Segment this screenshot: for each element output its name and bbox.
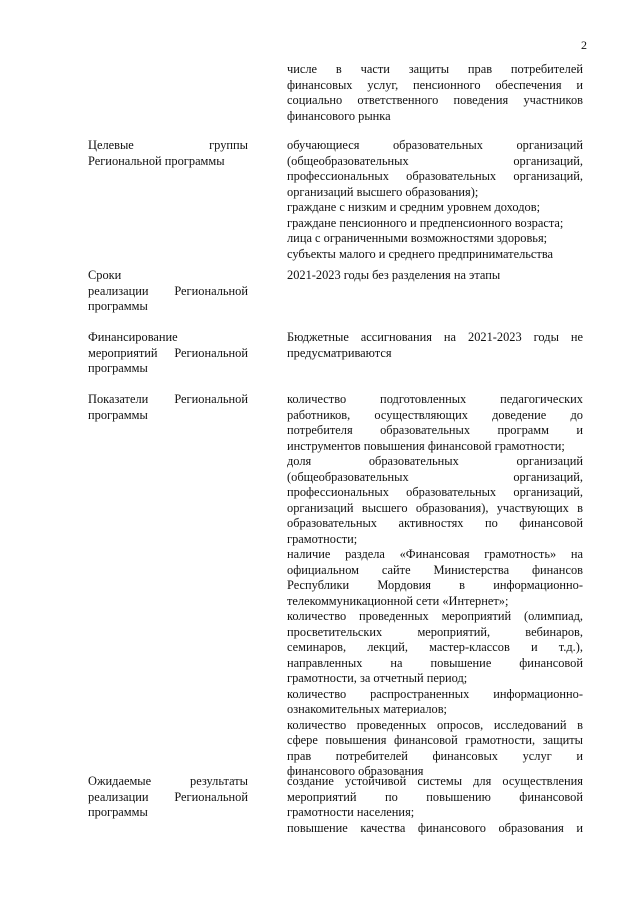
content-line: сфере повышения финансовой грамотности, защиты [287,733,583,747]
content-line: обучающиеся образовательных организаций [287,138,583,152]
label-line: мероприятий Региональной [88,345,248,360]
content-line: субъекты малого и среднего предпринимательства [287,246,554,261]
label-line: реализации Региональной [88,283,248,298]
content-line: количество подготовленных педагогических [287,392,583,406]
content-line: направленных на повышение финансовой [287,655,583,670]
content-line: граждане с низким и средним уровнем доходов; [287,200,541,214]
section-content [287,268,583,284]
content-line: повышение качества финансового образования и [287,820,583,835]
page-number: 2 [581,38,587,52]
section-content [287,330,583,361]
content-line: финансового рынка [287,108,391,123]
content-line: грамотности; [287,531,358,546]
section-content [287,774,583,836]
label-line: программы [88,361,148,375]
content-line: лица с ограниченными возможностями здоровья; [287,231,548,245]
section-label [88,330,248,377]
label-line: Финансирование [88,330,178,344]
content-line: (общеобразовательных организаций, [287,469,583,484]
section-content [287,62,583,124]
content-line: грамотности населения; [287,805,415,819]
label-line: Показатели Региональной [88,392,248,406]
content-line: предусматриваются [287,345,392,360]
content-line: просветительских мероприятий, вебинаров, [287,624,583,639]
section-label [88,268,248,315]
section-label [88,774,248,821]
content-line: финансового образования [287,764,424,778]
content-line: граждане пенсионного и предпенсионного возраста; [287,215,564,230]
content-line: семинаров, лекций, мастер-классов и т.д.), [287,640,583,654]
content-line: количество проведенных мероприятий (олимпиад, [287,609,583,623]
content-line: доля образовательных организаций [287,454,583,468]
content-line: ознакомительных материалов; [287,702,447,716]
content-line: количество распространенных информационно- [287,686,583,701]
content-line: официальном сайте Министерства финансов [287,562,583,577]
content-line: работников, осуществляющих доведение до [287,407,583,422]
content-line: социально ответственного поведения участников [287,93,583,107]
content-line: Республики Мордовия в информационно- [287,578,583,592]
content-line: 2021-2023 годы без разделения на этапы [287,268,501,282]
label-line: Региональной программы [88,153,225,168]
section-content [287,392,583,780]
label-line: Сроки [88,268,122,282]
section-content [287,138,583,262]
label-line: Целевые группы [88,138,248,152]
label-line: Ожидаемые результаты [88,774,248,788]
content-line: потребителя образовательных программ и [287,423,583,437]
label-line: программы [88,407,148,422]
content-line: создание устойчивой системы для осуществления [287,774,583,788]
content-line: наличие раздела «Финансовая грамотность» на [287,547,583,561]
section-label [88,138,248,169]
content-line: количество проведенных опросов, исследований в [287,717,583,732]
content-line: профессиональных образовательных организаций, [287,169,583,183]
content-line: Бюджетные ассигнования на 2021-2023 годы не [287,330,583,344]
content-line: образовательных активностях по финансовой [287,516,583,530]
label-line: программы [88,299,148,313]
content-line: инструментов повышения финансовой грамотности; [287,438,565,453]
label-line: программы [88,805,148,819]
section-label [88,392,248,423]
content-line: мероприятий по повышению финансовой [287,789,583,804]
content-line: организаций высшего образования); [287,184,479,199]
content-line: финансовых услуг, пенсионного обеспечения и [287,77,583,92]
content-line: организаций высшего образования), участвующих в [287,500,583,515]
content-line: профессиональных образовательных организаций, [287,485,583,499]
content-line: прав потребителей финансовых услуг и [287,748,583,763]
content-line: телекоммуникационной сети «Интернет»; [287,593,509,608]
content-line: (общеобразовательных организаций, [287,153,583,168]
content-line: грамотности, за отчетный период; [287,671,468,685]
content-line: числе в части защиты прав потребителей [287,62,583,76]
label-line: реализации Региональной [88,789,248,804]
